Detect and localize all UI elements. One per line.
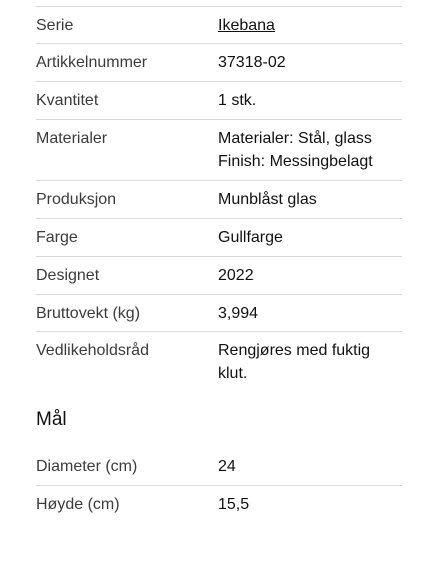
spec-value-line: Finish: Messingbelagt bbox=[218, 153, 373, 170]
spec-label: Artikkelnummer bbox=[36, 54, 148, 71]
dimensions-heading: Mål bbox=[36, 409, 67, 430]
spec-row-color bbox=[36, 219, 402, 257]
spec-value-line: Materialer: Stål, glass bbox=[218, 130, 372, 147]
spec-value-line: Rengjøres med fuktig bbox=[218, 342, 371, 359]
dimension-row-height bbox=[36, 486, 402, 524]
dimension-label: Diameter (cm) bbox=[36, 458, 138, 475]
spec-label: Produksjon bbox=[36, 191, 117, 208]
spec-row-series bbox=[36, 7, 402, 44]
spec-label: Kvantitet bbox=[36, 92, 99, 109]
spec-label: Bruttovekt (kg) bbox=[36, 305, 141, 322]
spec-label: Serie bbox=[36, 17, 74, 34]
spec-row-care-advice bbox=[36, 332, 402, 392]
spec-label: Farge bbox=[36, 229, 78, 246]
spec-value: Gullfarge bbox=[218, 229, 283, 246]
spec-row-designed bbox=[36, 257, 402, 295]
spec-label: Designet bbox=[36, 267, 100, 284]
spec-row-article-number bbox=[36, 44, 402, 82]
spec-label: Vedlikeholdsråd bbox=[36, 342, 149, 359]
spec-row-materials bbox=[36, 120, 402, 181]
spec-value: 1 stk. bbox=[218, 92, 257, 109]
spec-row-quantity bbox=[36, 82, 402, 120]
spec-row-gross-weight bbox=[36, 295, 402, 332]
dimension-label: Høyde (cm) bbox=[36, 496, 120, 513]
spec-value: 37318-02 bbox=[218, 54, 286, 71]
spec-value-line: klut. bbox=[218, 365, 248, 382]
series-link[interactable]: Ikebana bbox=[218, 17, 275, 34]
dimension-value: 24 bbox=[218, 458, 236, 475]
dimension-value: 15,5 bbox=[218, 496, 250, 513]
spec-row-production bbox=[36, 181, 402, 219]
dimension-row-diameter bbox=[36, 448, 402, 486]
spec-value: 2022 bbox=[218, 267, 254, 284]
spec-label: Materialer bbox=[36, 130, 108, 147]
spec-value: 3,994 bbox=[218, 305, 259, 322]
spec-value: Munblåst glas bbox=[218, 191, 317, 208]
